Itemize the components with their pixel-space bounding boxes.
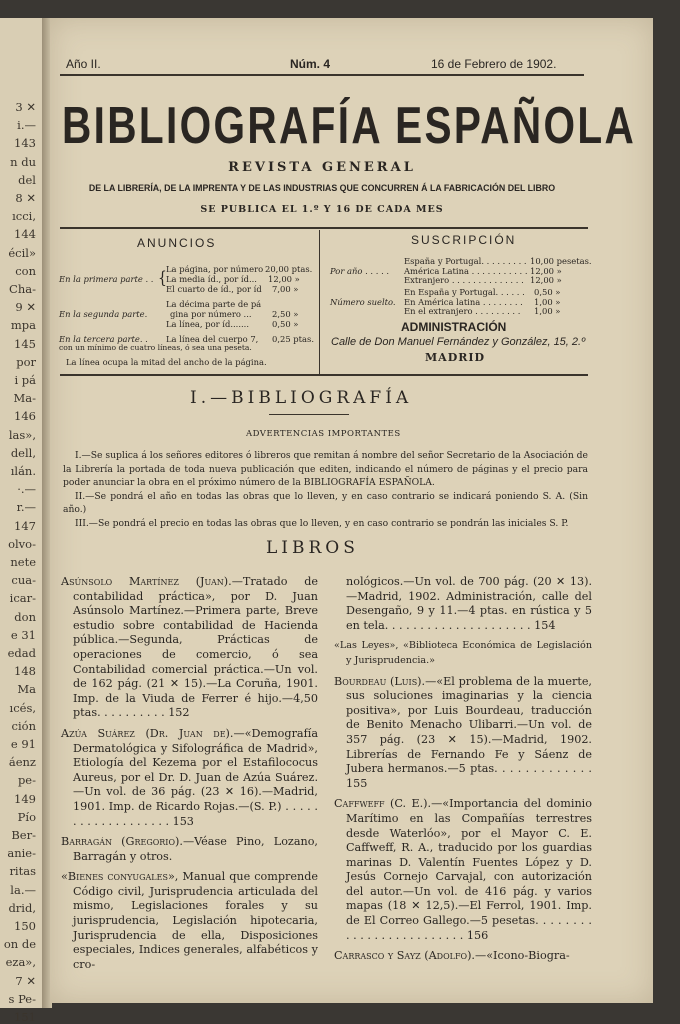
left-page-fragment: 148 xyxy=(14,664,36,679)
left-page-fragment: por xyxy=(16,354,36,369)
left-page-fragment: on de xyxy=(3,937,36,952)
suscripcion-place: España y Portugal. . . . . . . . . xyxy=(404,256,527,266)
suscripcion-place: En el extranjero . . . . . . . . . xyxy=(404,306,521,316)
advertencias-heading: ADVERTENCIAS IMPORTANTES xyxy=(246,429,401,439)
left-page-fragment: don xyxy=(14,609,36,624)
anuncios-row-label: En la segunda parte. xyxy=(59,309,148,319)
left-page-fragment: edad xyxy=(7,646,36,660)
left-page-fragment: 146 xyxy=(14,409,36,424)
anuncios-price: 0,25 ptas. xyxy=(272,334,314,344)
left-page-fragment: e 31 xyxy=(10,627,36,642)
left-page-fragment: r.— xyxy=(16,500,36,515)
suscripcion-price: 0,50 » xyxy=(534,287,561,297)
left-page-fragment: Ma xyxy=(17,682,36,697)
bibliography-entry xyxy=(61,575,318,721)
bibliography-entry xyxy=(334,949,592,964)
suscripcion-place: Extranjero . . . . . . . . . . . . . . xyxy=(404,275,524,285)
anuncios-item: El cuarto de íd., por íd xyxy=(166,284,262,294)
entry-text: —«Importancia del dominio Marítimo en las Compañías terrestres desde Waterlóo», por el Mayor C. E. Caffweff, R. A., traducido por los guardias marinas D. Valentín Fuentes López y D. Jesús Cornejo Carvajal, con autorización del autor.—Un vol. de 416 pág. y varios mapas (18 ✕ 12,5).—El Ferrol, 1901. Imp. de El Correo Gallego.—5 pesetas. . . . . . . . . . . . . . . . . . . . . . . . . 156 xyxy=(346,797,592,942)
left-page-fragment: drid, xyxy=(8,900,36,915)
left-page-fragment: ritas xyxy=(9,864,36,879)
suscripcion-place: América Latina . . . . . . . . . . . xyxy=(404,266,528,276)
entry-text: —«El problema de la muerte, sus soluciones imaginarias y la ciencia positiva», por Luis Bourdeau, traducción de Benito Menacho Ulibarri.—Un vol. de 357 pág. (23 ✕ 15).—Madrid, 1902. Librerías de Fernando Fe y Sáenz de Jubera hermanos.—5 ptas. . . . . . . . . . . . . 155 xyxy=(346,674,592,790)
entry-author: Azúa Suárez (Dr. Juan de). xyxy=(61,726,234,740)
left-page-fragment: 150 xyxy=(14,919,36,933)
suscripcion-price: 12,00 » xyxy=(530,266,562,276)
left-page-fragment: 149 xyxy=(14,791,36,806)
entry-text: —Tratado de contabilidad práctica», por D. Juan Asúnsolo Martínez.—Primera parte, Breve estudio sobre contabilidad de Hacienda pública.—Segunda, Prácticas de operaciones de comercio, ó sea Contabilidad comercial práctica.—Un vol. de 162 pág. (21 ✕ 15).—La Coruña, 1901. Imp. de la Viuda de Ferrer é hijo.—4,50 ptas. . . . . . . . . . 152 xyxy=(73,575,318,720)
left-page-fragment: i.— xyxy=(17,118,36,133)
masthead-title: BIBLIOGRAFÍA ESPAÑOLA xyxy=(62,97,637,155)
left-page-fragment: mpa xyxy=(10,318,36,333)
issue-number: Núm. 4 xyxy=(290,57,331,71)
entry-text: —«Icono-Biogra- xyxy=(475,949,570,963)
anuncios-price: 20,00 ptas. xyxy=(265,264,313,274)
entry-text: nológicos.—Un vol. de 700 pág. (20 ✕ 13).—Madrid, 1902. Administración, calle del Desengaño, 9 y 11.—4 ptas. en rústica y 5 en tela. . . . . . . . . . . . . . . . . . . . . 154 xyxy=(346,575,592,632)
anuncios-item: La décima parte de pá xyxy=(166,299,262,309)
left-page-fragment: ıcés, xyxy=(9,700,36,715)
suscripcion-price: 12,00 » xyxy=(530,275,562,285)
libros-heading: LIBROS xyxy=(266,538,359,558)
suscripcion-place: En América latina . . . . . . . . xyxy=(404,297,523,307)
advertencia-paragraph: III.—Se pondrá el precio en todas las obras que lo lleven, y en caso contrario se pondrán las iniciales S. P. xyxy=(75,517,569,529)
bibliography-entry xyxy=(334,639,592,668)
section-underline xyxy=(269,414,349,415)
anuncios-item: La línea del cuerpo 7, xyxy=(166,334,259,344)
entry-author: Barragán (Gregorio). xyxy=(61,835,183,849)
left-page-fragment: 143 xyxy=(14,136,36,151)
left-page-fragment: 8 ✕ xyxy=(15,191,36,205)
masthead-schedule: SE PUBLICA EL 1.º Y 16 DE CADA MES xyxy=(200,204,444,215)
entries-right-column xyxy=(334,575,592,970)
left-page-fragment: anie- xyxy=(7,846,36,861)
entry-author: «Bienes conyugales» xyxy=(61,870,175,884)
suscripcion-price: 10,00 pesetas. xyxy=(530,256,592,266)
left-page-fragment: 144 xyxy=(14,227,36,242)
left-page-fragment: 9 ✕ xyxy=(15,300,36,315)
entry-author: Caffweff (C. E.). xyxy=(334,797,432,811)
box-bottom-rule xyxy=(60,374,588,376)
left-page-fragment: s Pe- xyxy=(8,991,36,1006)
advertencia-paragraph: II.—Se pondrá el año en todas las obras que lo lleven, y en caso contrario se indicará poniendo S. A. (Sin año.) xyxy=(63,490,588,515)
bibliography-entry xyxy=(61,835,318,864)
anuncios-item: con un mínimo de cuatro líneas, ó sea una peseta. xyxy=(59,343,252,352)
left-page-fragment: con xyxy=(15,263,36,278)
suscripcion-place: En España y Portugal. . . . . . xyxy=(404,287,525,297)
anuncios-item: La media íd., por íd... xyxy=(166,274,257,284)
left-page-fragment: Pío xyxy=(17,809,36,824)
entries-left-column xyxy=(61,575,318,978)
entry-text: —«Demografía Dermatológica y Sifolográfica de Madrid», Etiología del Kezema por el Estafilococus Aureus, por el Dr. D. Juan de Azúa Suárez.—Un vol. de 36 pág. (23 ✕ 16).—Madrid, 1901. Imp. de Ricardo Rojas.—(S. P.) . . . . . . . . . . . . . . . . . . . 153 xyxy=(73,726,318,828)
entry-text: «Las Leyes», «Biblioteca Económica de Legislación y Jurisprudencia.» xyxy=(334,640,592,666)
left-page-fragment: cua- xyxy=(11,573,36,588)
anuncios-row-label: En la tercera parte. . xyxy=(59,334,148,344)
masthead-rule xyxy=(60,227,588,229)
left-page-fragment: nete xyxy=(10,555,36,569)
left-page-fragment: 7 ✕ xyxy=(15,973,36,988)
section-heading: I.—BIBLIOGRAFÍA xyxy=(190,388,413,408)
anuncios-row-label: En la primera parte . . xyxy=(59,274,154,284)
left-page-fragment: 145 xyxy=(14,336,36,351)
left-page-fragment: las», xyxy=(8,427,36,442)
anuncios-item: La página, por número xyxy=(166,264,264,274)
left-page-fragment: écil» xyxy=(8,245,36,260)
suscripcion-heading: SUSCRIPCIÓN xyxy=(411,233,517,247)
left-page-fragment: pe- xyxy=(17,773,36,788)
bibliography-entry xyxy=(334,575,592,633)
advertencia-paragraph: I.—Se suplica á los señores editores ó libreros que remitan á nombre del señor Secretario de la Asociación de la Librería la portada de toda nueva publicación que editen, indicando el número de páginas y el precio para poder anunciar la obra en el próximo número de la BIBLIOGRAFÍA ESPAÑOLA. xyxy=(63,450,588,488)
entry-author: Carrasco y Sayz (Adolfo). xyxy=(334,949,475,963)
header-rule xyxy=(60,74,584,76)
anuncios-price: 7,00 » xyxy=(272,284,299,294)
left-page-fragment: 151 xyxy=(14,1010,36,1024)
bibliography-entry xyxy=(61,870,318,972)
box-divider xyxy=(319,230,320,374)
left-page-fragment: áenz xyxy=(8,755,36,770)
left-page-fragment: la.— xyxy=(10,882,36,897)
left-page-fragment: Ber- xyxy=(11,828,36,842)
anuncios-heading: ANUNCIOS xyxy=(137,236,217,250)
left-page-fragment: ·.— xyxy=(17,482,36,497)
left-page-fragment: 147 xyxy=(14,518,36,533)
suscripcion-label: Por año . . . . . xyxy=(330,266,390,276)
left-page-fragment: ción xyxy=(11,718,36,733)
left-page-fragment: e 91 xyxy=(10,737,36,751)
left-page-fragment: dell, xyxy=(10,445,36,460)
bibliography-entry xyxy=(334,675,592,792)
left-page-fragment: ılán. xyxy=(10,464,36,478)
issue-year: Año II. xyxy=(66,57,101,71)
bibliography-entry xyxy=(334,797,592,943)
left-page-fragment: ıcci, xyxy=(12,209,36,224)
anuncios-price: 2,50 » xyxy=(272,309,299,319)
entry-text: —Véase Pino, Lozano, Barragán y otros. xyxy=(73,835,318,863)
anuncios-footnote: La línea ocupa la mitad del ancho de la página. xyxy=(66,357,267,367)
entry-author: Asúnsolo Martínez (Juan). xyxy=(61,575,232,588)
suscripcion-price: 1,00 » xyxy=(534,297,561,307)
anuncios-item: gina por número ... xyxy=(170,309,252,319)
left-page-fragment: Ma- xyxy=(13,391,36,406)
left-page-fragment: Cha- xyxy=(9,282,36,296)
administracion-city: MADRID xyxy=(425,351,486,364)
anuncios-price: 0,50 » xyxy=(272,319,299,329)
entry-author: Bourdeau (Luis). xyxy=(334,674,426,688)
anuncios-item: La línea, por íd....... xyxy=(166,319,249,329)
masthead-subtitle: REVISTA GENERAL xyxy=(228,160,416,175)
left-page-fragment: icar- xyxy=(9,591,36,606)
left-facing-page xyxy=(0,18,44,1024)
left-page-fragment: n du xyxy=(10,154,36,169)
anuncios-price: 12,00 » xyxy=(268,274,300,284)
left-page-fragment: 3 ✕ xyxy=(15,100,36,114)
administracion-heading: ADMINISTRACIÓN xyxy=(401,320,507,334)
masthead-tagline: DE LA LIBRERÍA, DE LA IMPRENTA Y DE LAS INDUSTRIAS QUE CONCURREN Á LA FABRICACIÓN DEL LIBRO xyxy=(88,183,556,194)
issue-date: 16 de Febrero de 1902. xyxy=(431,57,557,71)
left-page-fragment: del xyxy=(18,172,36,187)
left-page-fragment: i pá xyxy=(14,373,36,387)
suscripcion-label: Número suelto. xyxy=(330,297,396,307)
left-page-fragment: eza», xyxy=(5,955,36,970)
left-page-fragment: olvo- xyxy=(8,536,36,551)
administracion-address: Calle de Don Manuel Fernández y González, 15, 2.º xyxy=(331,336,586,348)
suscripcion-price: 1,00 » xyxy=(534,306,561,316)
bibliography-entry xyxy=(61,727,318,829)
entry-text: , Manual que comprende Código civil, Jurisprudencia articulada del mismo, Legislaciones forales y su jurisprudencia, Legislación hipotecaria, Jurisprudencia de ella, Disposiciones especiales, Indices generales, alfabéticos y cro- xyxy=(73,870,318,971)
advertencias-text xyxy=(63,449,588,530)
